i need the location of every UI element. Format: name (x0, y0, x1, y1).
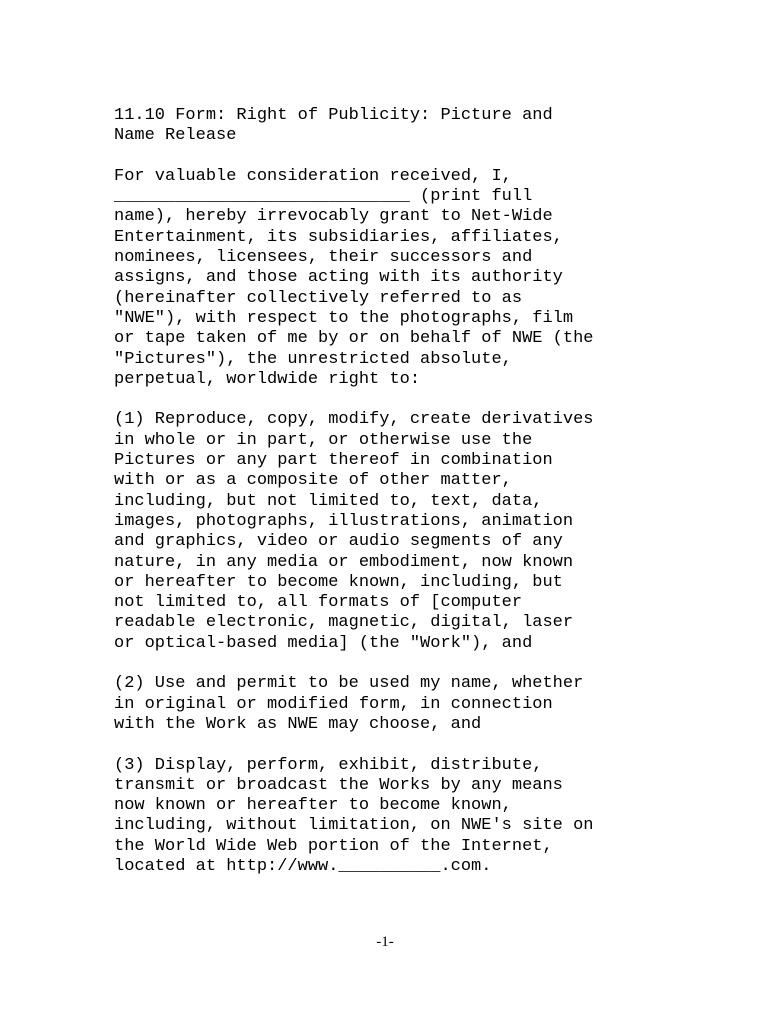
document-title: 11.10 Form: Right of Publicity: Picture and Name Release (114, 106, 553, 146)
page-number: -1- (376, 934, 394, 950)
paragraph-consideration: For valuable consideration received, I, _____________________________ (print full name), hereby irrevocably grant to Net-Wide Entertainment, its subsidiaries, affiliates, nominees, licensees, their successors and assigns, and those acting with its authority (hereinafter collectively referred to as "NWE"), with respect to the photographs, film or tape taken of me by or on behalf of NWE (the "Pictures"), the unrestricted absolute, perpetual, worldwide right to: (114, 166, 594, 389)
paragraph-clause-1: (1) Reproduce, copy, modify, create derivatives in whole or in part, or otherwise use the Pictures or any part thereof in combination with or as a composite of other matter, including, but not limited to, text, data, images, photographs, illustrations, animation and graphics, video or audio segments of any nature, in any media or embodiment, now known or hereafter to become known, including, but not limited to, all formats of [computer readable electronic, magnetic, digital, laser or optical-based media] (the "Work"), and (114, 410, 594, 653)
paragraph-clause-3: (3) Display, perform, exhibit, distribute, transmit or broadcast the Works by any means now known or hereafter to become known, including, without limitation, on NWE's site on the World Wide Web portion of the Internet, located at http://www.__________.com. (114, 755, 594, 876)
document-body (114, 106, 714, 898)
paragraph-clause-2: (2) Use and permit to be used my name, whether in original or modified form, in connection with the Work as NWE may choose, and (114, 674, 584, 734)
